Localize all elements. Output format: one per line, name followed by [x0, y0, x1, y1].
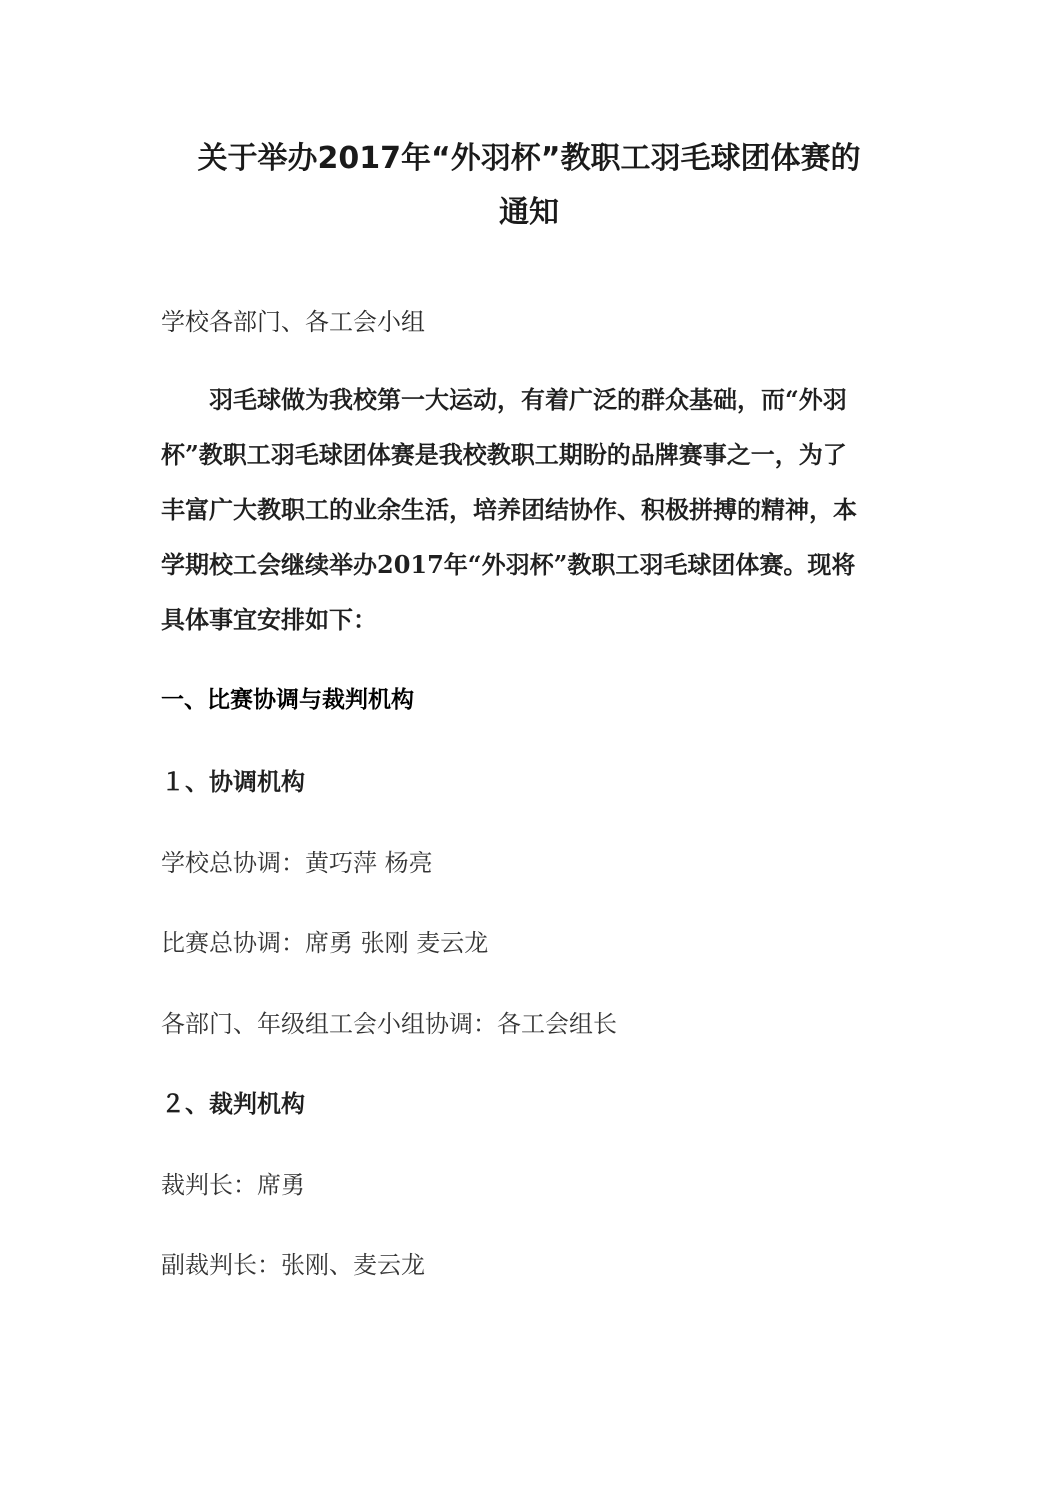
greeting: 学校各部门、各工会小组 — [161, 308, 425, 336]
body-line: 羽毛球做为我校第一大运动，有着广泛的群众基础，而“外羽 — [161, 385, 847, 414]
body-line: 丰富广大教职工的业余生活，培养团结协作、积极拼搏的精神，本 — [161, 495, 857, 524]
list-item: 学校总协调：黄巧萍 杨亮 — [161, 849, 433, 877]
list-item: 裁判长：席勇 — [161, 1171, 305, 1199]
body-line: 杯”教职工羽毛球团体赛是我校教职工期盼的品牌赛事之一，为了 — [161, 440, 847, 469]
body-line: 具体事宜安排如下： — [161, 605, 377, 634]
body-line: 学期校工会继续举办2017年“外羽杯”教职工羽毛球团体赛。现将 — [161, 550, 856, 579]
list-item: 比赛总协调：席勇 张刚 麦云龙 — [161, 929, 489, 957]
list-item: 各部门、年级组工会小组协调：各工会组长 — [161, 1010, 617, 1038]
sub-heading-coordination: １、协调机构 — [161, 767, 305, 796]
document-title-line-1: 关于举办2017年“外羽杯”教职工羽毛球团体赛的 — [197, 141, 861, 176]
list-item: 副裁判长：张刚、麦云龙 — [161, 1251, 425, 1279]
section-heading: 一、比赛协调与裁判机构 — [161, 687, 414, 713]
document-title-line-2: 通知 — [499, 195, 559, 230]
sub-heading-referee: ２、裁判机构 — [161, 1089, 305, 1118]
